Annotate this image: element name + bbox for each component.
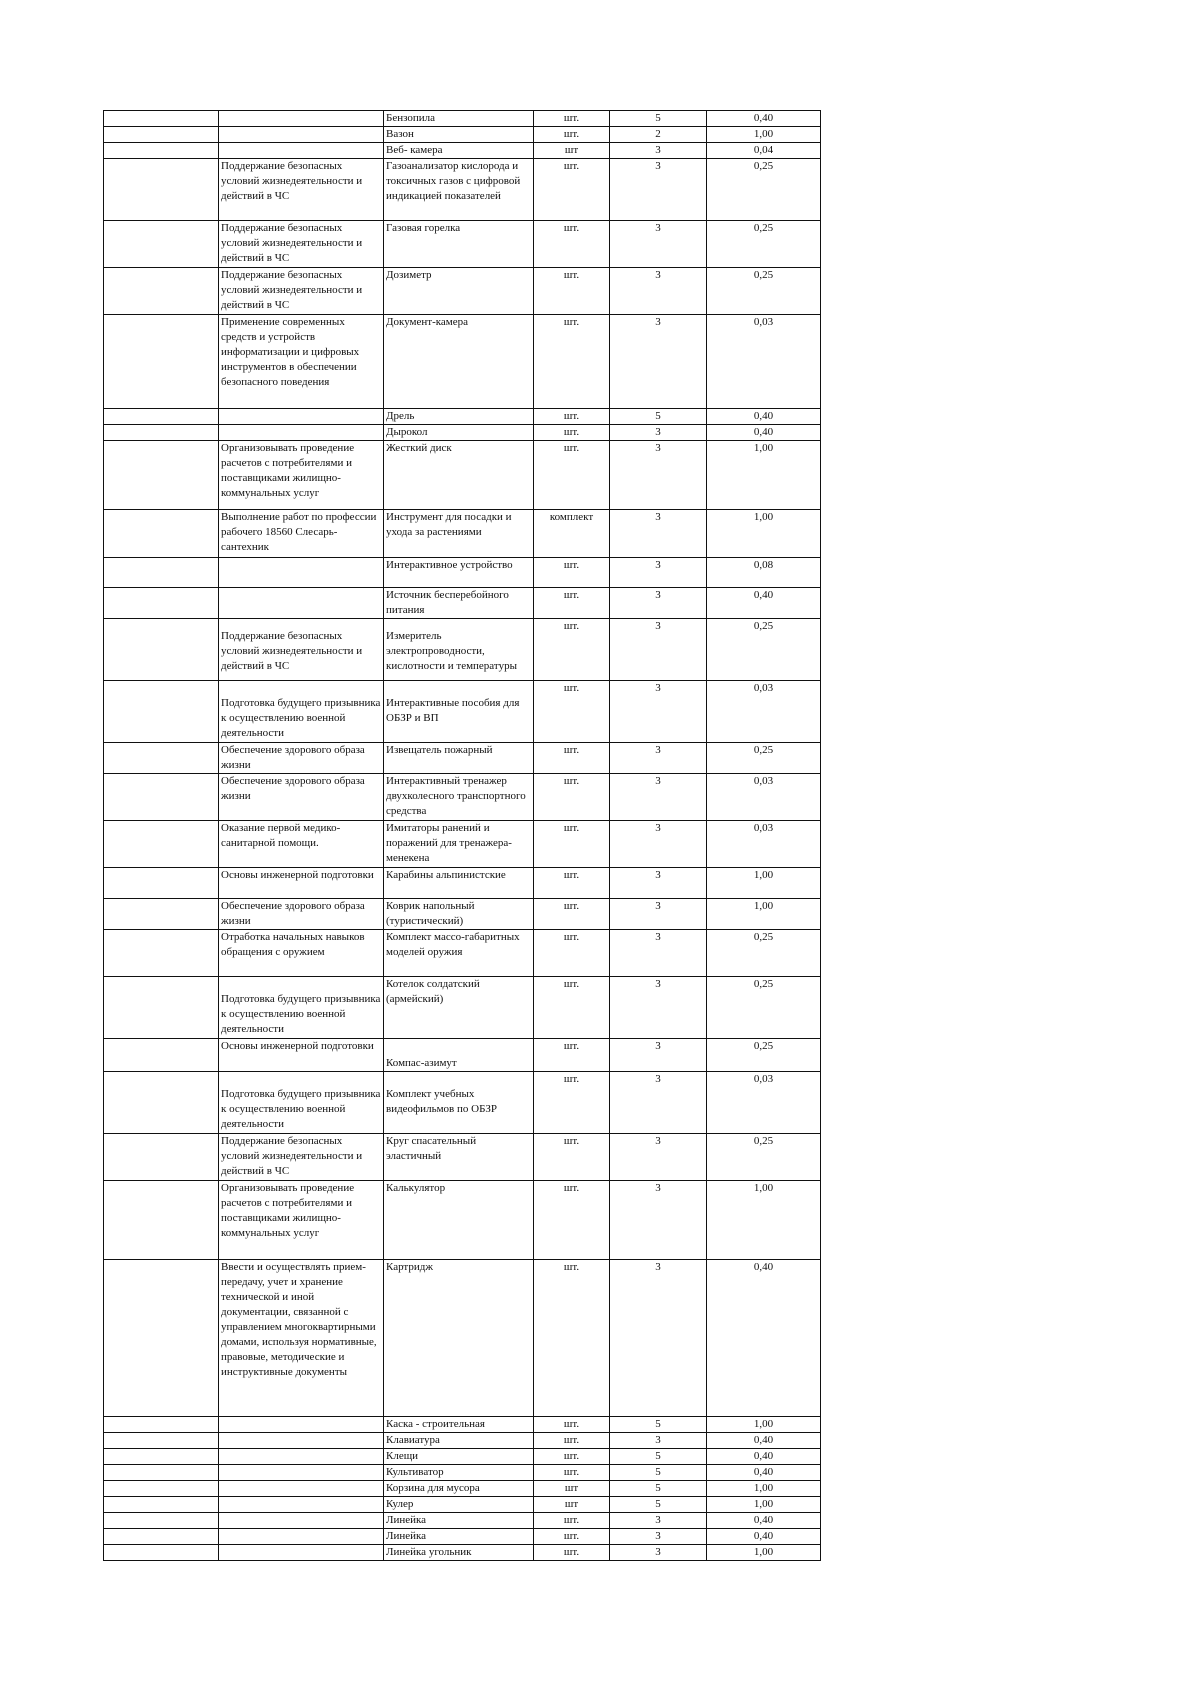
coefficient-cell: 1,00 bbox=[707, 899, 821, 930]
coefficient-cell: 0,25 bbox=[707, 1039, 821, 1072]
section-cell bbox=[219, 1449, 384, 1465]
coefficient-cell: 0,25 bbox=[707, 221, 821, 268]
section-cell bbox=[219, 1497, 384, 1513]
coefficient-cell: 1,00 bbox=[707, 1481, 821, 1497]
coefficient-cell: 1,00 bbox=[707, 1497, 821, 1513]
section-cell bbox=[219, 111, 384, 127]
quantity-cell: 3 bbox=[610, 159, 707, 221]
blank-cell bbox=[104, 1449, 219, 1465]
unit-cell: шт bbox=[534, 1481, 610, 1497]
unit-cell: шт. bbox=[534, 977, 610, 1039]
quantity-cell: 3 bbox=[610, 268, 707, 315]
coefficient-cell: 0,03 bbox=[707, 1072, 821, 1134]
table-row bbox=[104, 1529, 821, 1545]
quantity-cell: 3 bbox=[610, 1134, 707, 1181]
item-name-cell: Клавиатура bbox=[384, 1433, 534, 1449]
unit-cell: шт. bbox=[534, 1181, 610, 1260]
item-name-cell: Извещатель пожарный bbox=[384, 743, 534, 774]
table-row bbox=[104, 821, 821, 868]
blank-cell bbox=[104, 441, 219, 510]
item-name-cell: Измеритель электропроводности, кислотности и температуры bbox=[384, 619, 534, 681]
coefficient-cell: 0,08 bbox=[707, 558, 821, 588]
unit-cell: шт. bbox=[534, 1260, 610, 1417]
blank-cell bbox=[104, 821, 219, 868]
unit-cell: шт. bbox=[534, 743, 610, 774]
section-cell bbox=[219, 1513, 384, 1529]
blank-cell bbox=[104, 111, 219, 127]
blank-cell bbox=[104, 1039, 219, 1072]
table-row bbox=[104, 127, 821, 143]
section-cell: Ввести и осуществлять прием-передачу, учет и хранение технической и иной документации, связанной с управлением многоквартирными домами, используя нормативные, правовые, методические и инструктивные документы bbox=[219, 1260, 384, 1417]
unit-cell: шт. bbox=[534, 1545, 610, 1561]
item-name-cell: Линейка bbox=[384, 1529, 534, 1545]
section-cell bbox=[219, 558, 384, 588]
item-name-cell: Дырокол bbox=[384, 425, 534, 441]
coefficient-cell: 0,25 bbox=[707, 159, 821, 221]
quantity-cell: 5 bbox=[610, 1481, 707, 1497]
unit-cell: шт. bbox=[534, 1449, 610, 1465]
blank-cell bbox=[104, 1260, 219, 1417]
coefficient-cell: 0,40 bbox=[707, 1260, 821, 1417]
item-name-cell: Дрель bbox=[384, 409, 534, 425]
section-cell: Поддержание безопасных условий жизнедеятельности и действий в ЧС bbox=[219, 1134, 384, 1181]
section-cell: Организовывать проведение расчетов с потребителями и поставщиками жилищно-коммунальных услуг bbox=[219, 441, 384, 510]
table-row bbox=[104, 268, 821, 315]
unit-cell: шт. bbox=[534, 821, 610, 868]
quantity-cell: 5 bbox=[610, 1497, 707, 1513]
section-cell: Обеспечение здорового образа жизни bbox=[219, 743, 384, 774]
quantity-cell: 5 bbox=[610, 1417, 707, 1433]
blank-cell bbox=[104, 1497, 219, 1513]
item-name-cell: Комплект массо-габаритных моделей оружия bbox=[384, 930, 534, 977]
quantity-cell: 3 bbox=[610, 1181, 707, 1260]
quantity-cell: 3 bbox=[610, 868, 707, 899]
item-name-cell: Инструмент для посадки и ухода за растениями bbox=[384, 510, 534, 558]
unit-cell: шт. bbox=[534, 1513, 610, 1529]
item-name-cell: Комплект учебных видеофильмов по ОБЗР bbox=[384, 1072, 534, 1134]
quantity-cell: 3 bbox=[610, 977, 707, 1039]
item-name-cell: Интерактивный тренажер двухколесного транспортного средства bbox=[384, 774, 534, 821]
table-row bbox=[104, 1181, 821, 1260]
item-name-cell: Культиватор bbox=[384, 1465, 534, 1481]
blank-cell bbox=[104, 315, 219, 409]
unit-cell: шт. bbox=[534, 1433, 610, 1449]
coefficient-cell: 0,25 bbox=[707, 977, 821, 1039]
quantity-cell: 5 bbox=[610, 1449, 707, 1465]
coefficient-cell: 0,25 bbox=[707, 619, 821, 681]
quantity-cell: 3 bbox=[610, 743, 707, 774]
coefficient-cell: 0,40 bbox=[707, 1529, 821, 1545]
unit-cell: шт. bbox=[534, 1529, 610, 1545]
blank-cell bbox=[104, 1465, 219, 1481]
blank-cell bbox=[104, 1481, 219, 1497]
section-cell: Применение современных средств и устройств информатизации и цифровых инструментов в обеспечении безопасного поведения bbox=[219, 315, 384, 409]
table-row bbox=[104, 1072, 821, 1134]
coefficient-cell: 1,00 bbox=[707, 127, 821, 143]
section-cell bbox=[219, 1529, 384, 1545]
item-name-cell: Корзина для мусора bbox=[384, 1481, 534, 1497]
quantity-cell: 3 bbox=[610, 1260, 707, 1417]
quantity-cell: 3 bbox=[610, 1513, 707, 1529]
item-name-cell: Имитаторы ранений и поражений для тренажера-менекена bbox=[384, 821, 534, 868]
quantity-cell: 3 bbox=[610, 143, 707, 159]
quantity-cell: 3 bbox=[610, 588, 707, 619]
section-cell: Оказание первой медико-санитарной помощи. bbox=[219, 821, 384, 868]
coefficient-cell: 1,00 bbox=[707, 1545, 821, 1561]
item-name-cell: Документ-камера bbox=[384, 315, 534, 409]
section-cell: Выполнение работ по профессии рабочего 18560 Слесарь-сантехник bbox=[219, 510, 384, 558]
blank-cell bbox=[104, 1181, 219, 1260]
blank-cell bbox=[104, 1433, 219, 1449]
unit-cell: шт. bbox=[534, 315, 610, 409]
unit-cell: шт. bbox=[534, 868, 610, 899]
blank-cell bbox=[104, 558, 219, 588]
table-row bbox=[104, 221, 821, 268]
unit-cell: шт. bbox=[534, 1134, 610, 1181]
quantity-cell: 3 bbox=[610, 899, 707, 930]
blank-cell bbox=[104, 1545, 219, 1561]
table-row bbox=[104, 1449, 821, 1465]
item-name-cell: Веб- камера bbox=[384, 143, 534, 159]
quantity-cell: 3 bbox=[610, 558, 707, 588]
item-name-cell: Каска - строительная bbox=[384, 1417, 534, 1433]
table-row bbox=[104, 425, 821, 441]
quantity-cell: 5 bbox=[610, 1465, 707, 1481]
blank-cell bbox=[104, 1417, 219, 1433]
blank-cell bbox=[104, 143, 219, 159]
blank-cell bbox=[104, 268, 219, 315]
section-cell bbox=[219, 1433, 384, 1449]
unit-cell: шт. bbox=[534, 441, 610, 510]
section-cell: Поддержание безопасных условий жизнедеятельности и действий в ЧС bbox=[219, 159, 384, 221]
item-name-cell: Линейка угольник bbox=[384, 1545, 534, 1561]
blank-cell bbox=[104, 409, 219, 425]
item-name-cell: Карабины альпинистские bbox=[384, 868, 534, 899]
coefficient-cell: 1,00 bbox=[707, 868, 821, 899]
unit-cell: комплект bbox=[534, 510, 610, 558]
quantity-cell: 5 bbox=[610, 111, 707, 127]
table-row bbox=[104, 899, 821, 930]
blank-cell bbox=[104, 619, 219, 681]
blank-cell bbox=[104, 899, 219, 930]
table-row bbox=[104, 1433, 821, 1449]
section-cell: Отработка начальных навыков обращения с оружием bbox=[219, 930, 384, 977]
quantity-cell: 3 bbox=[610, 930, 707, 977]
section-cell: Подготовка будущего призывника к осуществлению военной деятельности bbox=[219, 977, 384, 1039]
table-row bbox=[104, 774, 821, 821]
table-row bbox=[104, 1513, 821, 1529]
blank-cell bbox=[104, 930, 219, 977]
unit-cell: шт. bbox=[534, 409, 610, 425]
item-name-cell: Клещи bbox=[384, 1449, 534, 1465]
item-name-cell: Источник бесперебойного питания bbox=[384, 588, 534, 619]
table-row bbox=[104, 159, 821, 221]
section-cell bbox=[219, 1481, 384, 1497]
quantity-cell: 3 bbox=[610, 821, 707, 868]
table-row bbox=[104, 1545, 821, 1561]
item-name-cell: Компас-азимут bbox=[384, 1039, 534, 1072]
quantity-cell: 3 bbox=[610, 1545, 707, 1561]
section-cell: Поддержание безопасных условий жизнедеятельности и действий в ЧС bbox=[219, 268, 384, 315]
blank-cell bbox=[104, 588, 219, 619]
section-cell: Подготовка будущего призывника к осуществлению военной деятельности bbox=[219, 681, 384, 743]
unit-cell: шт. bbox=[534, 1039, 610, 1072]
coefficient-cell: 0,40 bbox=[707, 588, 821, 619]
unit-cell: шт. bbox=[534, 159, 610, 221]
unit-cell: шт. bbox=[534, 111, 610, 127]
quantity-cell: 3 bbox=[610, 774, 707, 821]
table-row bbox=[104, 743, 821, 774]
table-row bbox=[104, 1497, 821, 1513]
unit-cell: шт. bbox=[534, 127, 610, 143]
item-name-cell: Дозиметр bbox=[384, 268, 534, 315]
table-row bbox=[104, 1134, 821, 1181]
section-cell bbox=[219, 127, 384, 143]
unit-cell: шт. bbox=[534, 221, 610, 268]
table-row bbox=[104, 977, 821, 1039]
unit-cell: шт. bbox=[534, 558, 610, 588]
unit-cell: шт. bbox=[534, 268, 610, 315]
coefficient-cell: 0,40 bbox=[707, 1449, 821, 1465]
coefficient-cell: 0,25 bbox=[707, 930, 821, 977]
coefficient-cell: 0,40 bbox=[707, 1513, 821, 1529]
table-row bbox=[104, 315, 821, 409]
section-cell bbox=[219, 1465, 384, 1481]
quantity-cell: 3 bbox=[610, 425, 707, 441]
blank-cell bbox=[104, 1513, 219, 1529]
coefficient-cell: 1,00 bbox=[707, 1417, 821, 1433]
item-name-cell: Вазон bbox=[384, 127, 534, 143]
table-row bbox=[104, 619, 821, 681]
unit-cell: шт. bbox=[534, 425, 610, 441]
table-row bbox=[104, 111, 821, 127]
table-row bbox=[104, 409, 821, 425]
section-cell: Подготовка будущего призывника к осуществлению военной деятельности bbox=[219, 1072, 384, 1134]
coefficient-cell: 1,00 bbox=[707, 1181, 821, 1260]
quantity-cell: 3 bbox=[610, 510, 707, 558]
coefficient-cell: 0,25 bbox=[707, 1134, 821, 1181]
unit-cell: шт. bbox=[534, 619, 610, 681]
blank-cell bbox=[104, 127, 219, 143]
item-name-cell: Интерактивные пособия для ОБЗР и ВП bbox=[384, 681, 534, 743]
section-cell: Основы инженерной подготовки bbox=[219, 1039, 384, 1072]
section-cell bbox=[219, 588, 384, 619]
blank-cell bbox=[104, 868, 219, 899]
quantity-cell: 3 bbox=[610, 441, 707, 510]
table-row bbox=[104, 558, 821, 588]
item-name-cell: Картридж bbox=[384, 1260, 534, 1417]
unit-cell: шт. bbox=[534, 1465, 610, 1481]
section-cell: Обеспечение здорового образа жизни bbox=[219, 774, 384, 821]
equipment-table bbox=[103, 110, 821, 1561]
table-row bbox=[104, 681, 821, 743]
equipment-table-body bbox=[104, 111, 821, 1561]
section-cell bbox=[219, 409, 384, 425]
item-name-cell: Газоанализатор кислорода и токсичных газов с цифровой индикацией показателей bbox=[384, 159, 534, 221]
blank-cell bbox=[104, 977, 219, 1039]
coefficient-cell: 0,40 bbox=[707, 1433, 821, 1449]
table-row bbox=[104, 1465, 821, 1481]
unit-cell: шт. bbox=[534, 1417, 610, 1433]
blank-cell bbox=[104, 1072, 219, 1134]
item-name-cell: Линейка bbox=[384, 1513, 534, 1529]
unit-cell: шт. bbox=[534, 1072, 610, 1134]
item-name-cell: Котелок солдатский (армейский) bbox=[384, 977, 534, 1039]
table-row bbox=[104, 588, 821, 619]
item-name-cell: Калькулятор bbox=[384, 1181, 534, 1260]
table-row bbox=[104, 930, 821, 977]
item-name-cell: Круг спасательный эластичный bbox=[384, 1134, 534, 1181]
quantity-cell: 3 bbox=[610, 315, 707, 409]
blank-cell bbox=[104, 510, 219, 558]
coefficient-cell: 0,40 bbox=[707, 409, 821, 425]
blank-cell bbox=[104, 1134, 219, 1181]
table-row bbox=[104, 1039, 821, 1072]
coefficient-cell: 0,03 bbox=[707, 774, 821, 821]
quantity-cell: 3 bbox=[610, 681, 707, 743]
table-row bbox=[104, 510, 821, 558]
section-cell: Поддержание безопасных условий жизнедеятельности и действий в ЧС bbox=[219, 221, 384, 268]
blank-cell bbox=[104, 425, 219, 441]
blank-cell bbox=[104, 774, 219, 821]
coefficient-cell: 0,40 bbox=[707, 425, 821, 441]
item-name-cell: Интерактивное устройство bbox=[384, 558, 534, 588]
coefficient-cell: 0,03 bbox=[707, 821, 821, 868]
quantity-cell: 3 bbox=[610, 221, 707, 268]
quantity-cell: 3 bbox=[610, 1433, 707, 1449]
item-name-cell: Бензопила bbox=[384, 111, 534, 127]
unit-cell: шт. bbox=[534, 899, 610, 930]
table-row bbox=[104, 143, 821, 159]
section-cell bbox=[219, 1545, 384, 1561]
quantity-cell: 3 bbox=[610, 1072, 707, 1134]
section-cell: Обеспечение здорового образа жизни bbox=[219, 899, 384, 930]
unit-cell: шт. bbox=[534, 681, 610, 743]
section-cell bbox=[219, 1417, 384, 1433]
coefficient-cell: 1,00 bbox=[707, 441, 821, 510]
item-name-cell: Коврик напольный (туристический) bbox=[384, 899, 534, 930]
quantity-cell: 5 bbox=[610, 409, 707, 425]
table-row bbox=[104, 868, 821, 899]
table-row bbox=[104, 441, 821, 510]
quantity-cell: 3 bbox=[610, 619, 707, 681]
coefficient-cell: 0,40 bbox=[707, 1465, 821, 1481]
unit-cell: шт. bbox=[534, 930, 610, 977]
blank-cell bbox=[104, 221, 219, 268]
coefficient-cell: 0,03 bbox=[707, 681, 821, 743]
quantity-cell: 3 bbox=[610, 1529, 707, 1545]
section-cell: Поддержание безопасных условий жизнедеятельности и действий в ЧС bbox=[219, 619, 384, 681]
unit-cell: шт. bbox=[534, 588, 610, 619]
coefficient-cell: 0,04 bbox=[707, 143, 821, 159]
blank-cell bbox=[104, 1529, 219, 1545]
table-row bbox=[104, 1417, 821, 1433]
blank-cell bbox=[104, 159, 219, 221]
blank-cell bbox=[104, 743, 219, 774]
coefficient-cell: 0,40 bbox=[707, 111, 821, 127]
item-name-cell: Газовая горелка bbox=[384, 221, 534, 268]
coefficient-cell: 0,03 bbox=[707, 315, 821, 409]
unit-cell: шт bbox=[534, 143, 610, 159]
section-cell bbox=[219, 425, 384, 441]
blank-cell bbox=[104, 681, 219, 743]
quantity-cell: 3 bbox=[610, 1039, 707, 1072]
section-cell: Организовывать проведение расчетов с потребителями и поставщиками жилищно-коммунальных услуг bbox=[219, 1181, 384, 1260]
unit-cell: шт bbox=[534, 1497, 610, 1513]
coefficient-cell: 0,25 bbox=[707, 743, 821, 774]
table-row bbox=[104, 1260, 821, 1417]
coefficient-cell: 1,00 bbox=[707, 510, 821, 558]
coefficient-cell: 0,25 bbox=[707, 268, 821, 315]
item-name-cell: Жесткий диск bbox=[384, 441, 534, 510]
quantity-cell: 2 bbox=[610, 127, 707, 143]
table-row bbox=[104, 1481, 821, 1497]
item-name-cell: Кулер bbox=[384, 1497, 534, 1513]
section-cell bbox=[219, 143, 384, 159]
unit-cell: шт. bbox=[534, 774, 610, 821]
section-cell: Основы инженерной подготовки bbox=[219, 868, 384, 899]
